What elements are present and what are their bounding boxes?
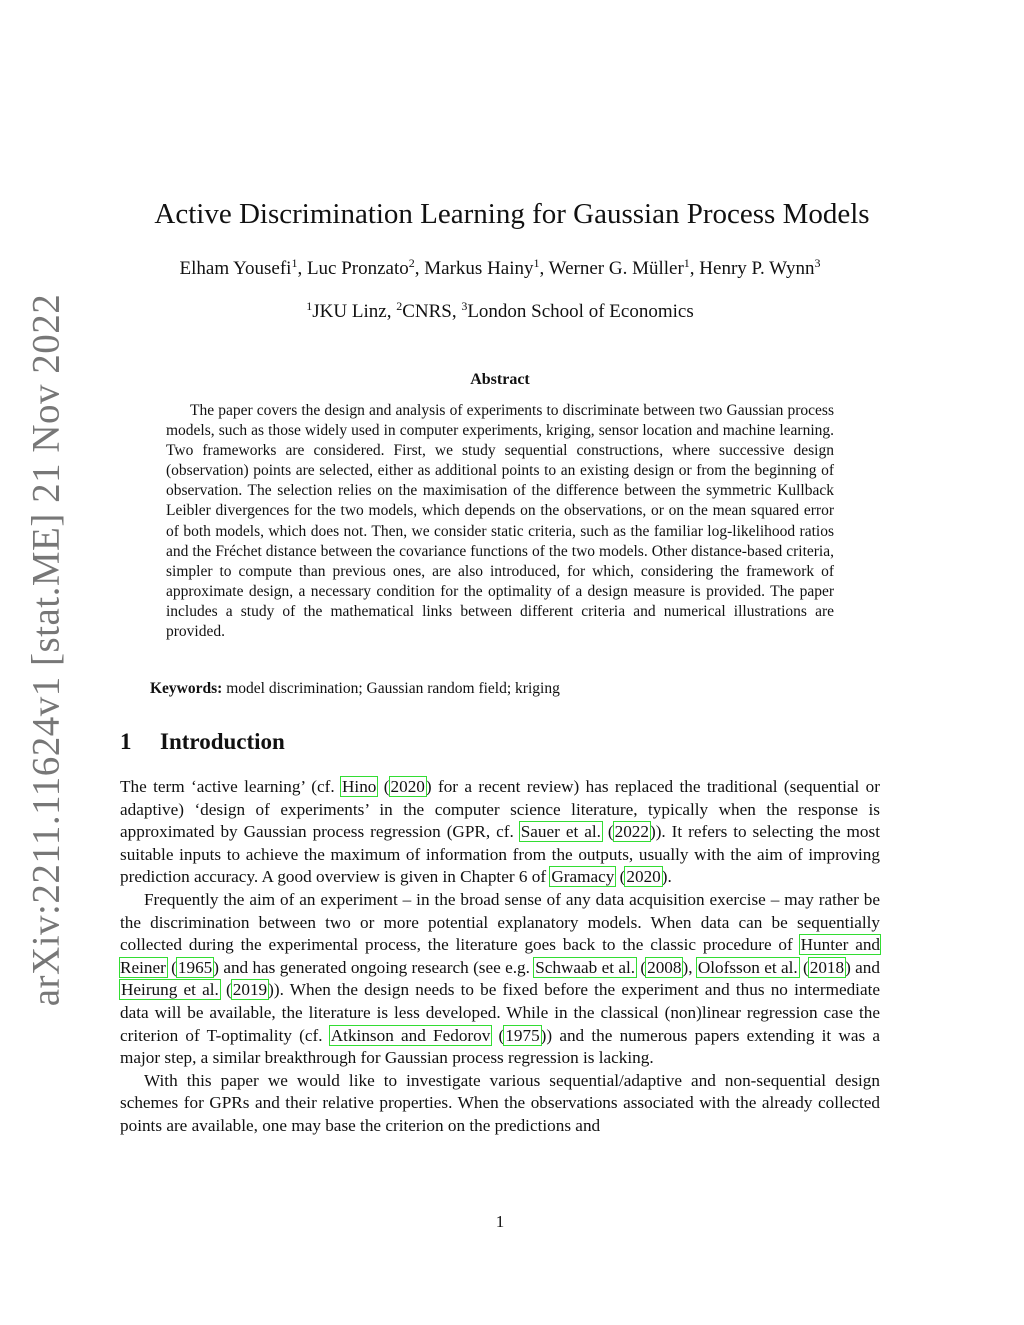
paragraph bbox=[120, 776, 880, 889]
text-run: ) for a recent review) has replaced the traditional (sequential or adaptive) ‘design of experiments’ in the computer science literature, typically when the response is approximated by Gaussian process regression (GPR, cf. bbox=[120, 777, 881, 842]
author-affiliation-mark: 1 bbox=[683, 256, 690, 270]
text-run: ( bbox=[491, 1025, 505, 1045]
text-run: Frequently the aim of an experiment – in the broad sense of any data acquisition exercise – may rather be the discrimination between two or more potential explanatory models. When data can be sequentially collected during the experimental process, the literature goes back to the classic procedure of bbox=[120, 889, 880, 955]
citation-year-link[interactable]: 2018 bbox=[809, 957, 845, 977]
author-affiliation-mark: 2 bbox=[408, 256, 415, 270]
keywords-text: model discrimination; Gaussian random field; kriging bbox=[226, 680, 560, 697]
citation-year-link[interactable]: 2019 bbox=[232, 980, 268, 1000]
affiliation-mark: 2 bbox=[396, 299, 403, 313]
citation-link[interactable]: Gramacy bbox=[551, 867, 615, 887]
affiliation-mark: 3 bbox=[461, 299, 468, 313]
section-heading bbox=[120, 729, 285, 755]
affiliation-name: CNRS bbox=[402, 301, 452, 322]
citation-link[interactable]: Olofsson et al. bbox=[697, 957, 798, 977]
author-list: Elham Yousefi$^1$, Luc Pronzato$^2$, Markus Hainy$^1$, Werner G. Müller$^1$, Henry P. Wynn$^3$ bbox=[179, 256, 821, 279]
text-run: The term ‘active learning’ (cf. bbox=[120, 777, 342, 796]
citation-year-link[interactable]: 1965 bbox=[177, 957, 213, 977]
citation-link[interactable]: Hunter and Reiner bbox=[120, 935, 881, 977]
text-run: ( bbox=[219, 980, 232, 1000]
text-run: )). It refers to selecting the most suitable inputs to achieve the maximum of information from the outputs, usually with the aim of improving prediction accuracy. A good overview is given in Chapter 6 of bbox=[120, 822, 880, 887]
text-run: ) and has generated ongoing research (see e.g. bbox=[213, 957, 535, 977]
text-run: ( bbox=[377, 777, 390, 796]
citation-link[interactable]: Sauer et al. bbox=[520, 822, 601, 842]
citation-link[interactable]: Atkinson and Fedorov bbox=[330, 1025, 491, 1045]
keywords-label: Keywords: bbox=[150, 680, 223, 697]
text-run: ( bbox=[166, 957, 177, 977]
author-name: Werner G. Müller bbox=[548, 258, 684, 279]
affiliation-name: London School of Economics bbox=[467, 301, 694, 322]
abstract-heading: Abstract bbox=[470, 371, 530, 388]
citation-year-link[interactable]: 2022 bbox=[614, 822, 649, 842]
keywords bbox=[150, 680, 560, 698]
text-run: ( bbox=[601, 822, 614, 842]
section-number: 1 bbox=[120, 729, 132, 754]
citation-year-link[interactable]: 2008 bbox=[647, 957, 682, 977]
body-text bbox=[120, 776, 880, 1138]
text-run: ( bbox=[615, 867, 626, 887]
citation-link[interactable]: Hino bbox=[342, 777, 377, 796]
affiliation-mark: 1 bbox=[306, 299, 313, 313]
affiliation-list: $^1$JKU Linz, $^2$CNRS, $^3$London School of Economics bbox=[306, 299, 694, 322]
affiliation-name: JKU Linz bbox=[312, 301, 387, 322]
text-run: ( bbox=[798, 957, 809, 977]
citation-year-link[interactable]: 1975 bbox=[505, 1025, 540, 1045]
paragraph: With this paper we would like to investigate various sequential/adaptive and non-sequential design schemes for GPRs and their relative properties. When the observations associated with the already collected points are available, one may base the criterion on the predictions and bbox=[120, 1070, 880, 1135]
paragraph bbox=[120, 889, 880, 1070]
section-title: Introduction bbox=[160, 729, 285, 754]
author-affiliation-mark: 1 bbox=[533, 256, 540, 270]
text-run: ) and bbox=[845, 957, 880, 977]
text-run: ). bbox=[661, 867, 672, 887]
text-run: ), bbox=[682, 957, 697, 977]
arxiv-identifier-text: arXiv:2211.11624v1 [stat.ME] 21 Nov 2022 bbox=[24, 293, 68, 1007]
citation-link[interactable]: Schwaab et al. bbox=[535, 957, 636, 977]
author-name: Elham Yousefi bbox=[179, 258, 292, 279]
citation-link[interactable]: Heirung et al. bbox=[121, 980, 219, 1000]
author-name: Markus Hainy bbox=[424, 258, 534, 279]
paper-title: Active Discrimination Learning for Gaussian Process Models bbox=[154, 198, 870, 230]
abstract-text: The paper covers the design and analysis of experiments to discriminate between two Gaussian process models, such as those widely used in computer experiments, kriging, sensor location and machine learning. Two frameworks are considered. First, we study sequential constructions, where successive design (observation) points are selected, either as additional points to an existing design or from the beginning of observation. The selection relies on the maximisation of the difference between the symmetric Kullback Leibler divergences for the two models, which depends on the observations, or on the mean squared error of both models, which does not. Then, we consider static criteria, such as the familiar log-likelihood ratios and the Fréchet distance between the covariance functions of the two models. Other distance-based criteria, simpler to compute than previous ones, are also introduced, for which, considering the framework of approximate design, a necessary condition for the optimality of a design measure is provided. The paper includes a study of the mathematical links between different criteria and numerical illustrations are provided. bbox=[166, 402, 834, 641]
citation-year-link[interactable]: 2020 bbox=[390, 777, 425, 796]
page-number: 1 bbox=[495, 1212, 505, 1231]
author-name: Luc Pronzato bbox=[306, 258, 409, 279]
text-run: )). When the design needs to be fixed before the experiment and thus no intermediate data will be available, the literature is less developed. While in the classical (non)linear regression case the criterion of T-optimality (cf. bbox=[120, 980, 880, 1045]
text-run: ( bbox=[636, 957, 647, 977]
author-affiliation-mark: 3 bbox=[814, 256, 821, 270]
text-run: )) and the numerous papers extending it was a major step, a similar breakthrough for Gaussian process regression is lacking. bbox=[120, 1025, 880, 1068]
citation-year-link[interactable]: 2020 bbox=[626, 867, 661, 887]
author-affiliation-mark: 1 bbox=[291, 256, 298, 270]
author-name: Henry P. Wynn bbox=[699, 258, 815, 279]
